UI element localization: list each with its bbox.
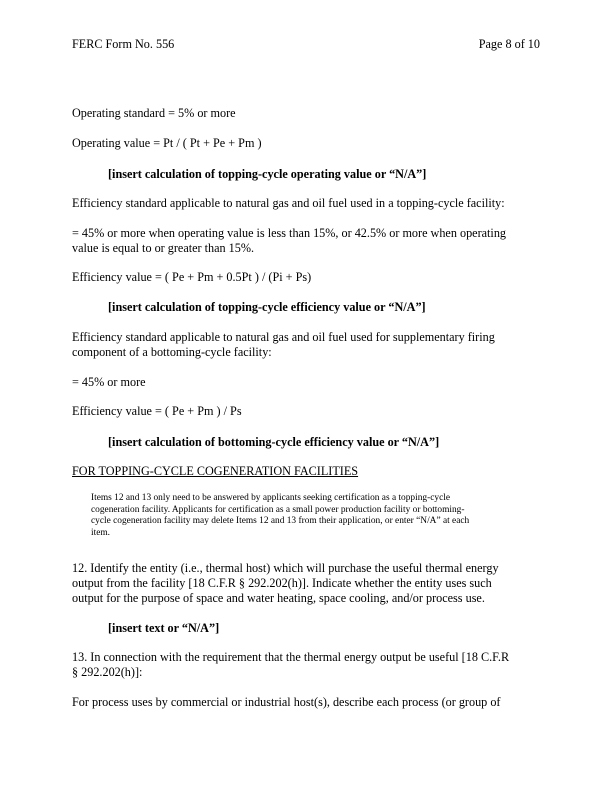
- item-13-line-1: 13. In connection with the requirement that the thermal energy output be useful [18 C.F.R: [72, 650, 510, 664]
- topping-efficiency-standard-heading: Efficiency standard applicable to natural gas and oil fuel used in a topping-cycle facility:: [72, 196, 505, 210]
- bottoming-efficiency-standard-value: = 45% or more: [72, 375, 146, 389]
- topping-operating-value-placeholder[interactable]: [insert calculation of topping-cycle operating value or “N/A”]: [108, 167, 427, 181]
- cogeneration-note-line-1: Items 12 and 13 only need to be answered by applicants seeking certification as a topping-cycle: [91, 493, 450, 503]
- topping-efficiency-standard-line1: = 45% or more when operating value is less than 15%, or 42.5% or more when operating: [72, 226, 507, 240]
- form-name-header: FERC Form No. 556: [72, 37, 175, 51]
- bottoming-efficiency-standard-line1: Efficiency standard applicable to natural gas and oil fuel used for supplementary firing: [72, 330, 495, 344]
- bottoming-efficiency-standard-line2: component of a bottoming-cycle facility:: [72, 345, 272, 359]
- item-13-line-2: § 292.202(h)]:: [72, 665, 143, 679]
- cogeneration-section-heading: FOR TOPPING-CYCLE COGENERATION FACILITIES: [72, 464, 359, 478]
- bottoming-efficiency-value-formula: Efficiency value = ( Pe + Pm ) / Ps: [72, 404, 242, 418]
- cogeneration-note-line-2: cogeneration facility. Applicants for certification as a small power production facility or bottoming-: [91, 504, 465, 515]
- topping-efficiency-standard-line2: value is equal to or greater than 15%.: [72, 241, 255, 255]
- operating-value-formula: Operating value = Pt / ( Pt + Pe + Pm ): [72, 136, 262, 150]
- item-13-process-uses-text: For process uses by commercial or industrial host(s), describe each process (or group of: [72, 695, 501, 709]
- item-12-line-2: output from the facility [18 C.F.R § 292.202(h)]. Indicate whether the entity uses such: [72, 576, 492, 590]
- bottoming-efficiency-value-placeholder[interactable]: [insert calculation of bottoming-cycle efficiency value or “N/A”]: [108, 435, 440, 449]
- topping-efficiency-value-placeholder[interactable]: [insert calculation of topping-cycle efficiency value or “N/A”]: [108, 300, 426, 314]
- item-12-line-1: 12. Identify the entity (i.e., thermal host) which will purchase the useful thermal energy: [72, 561, 499, 575]
- operating-standard-text: Operating standard = 5% or more: [72, 106, 236, 120]
- cogeneration-note-line-4: item.: [91, 527, 111, 538]
- item-12-placeholder[interactable]: [insert text or “N/A”]: [108, 621, 220, 635]
- page-number-header: Page 8 of 10: [478, 37, 540, 51]
- item-12-line-3: output for the purpose of space and water heating, space cooling, and/or process use.: [72, 591, 485, 605]
- cogeneration-note-line-3: cycle cogeneration facility may delete Items 12 and 13 from their application, or enter “N/A” at each: [91, 516, 470, 526]
- topping-efficiency-value-formula: Efficiency value = ( Pe + Pm + 0.5Pt ) / (Pi + Ps): [72, 270, 312, 284]
